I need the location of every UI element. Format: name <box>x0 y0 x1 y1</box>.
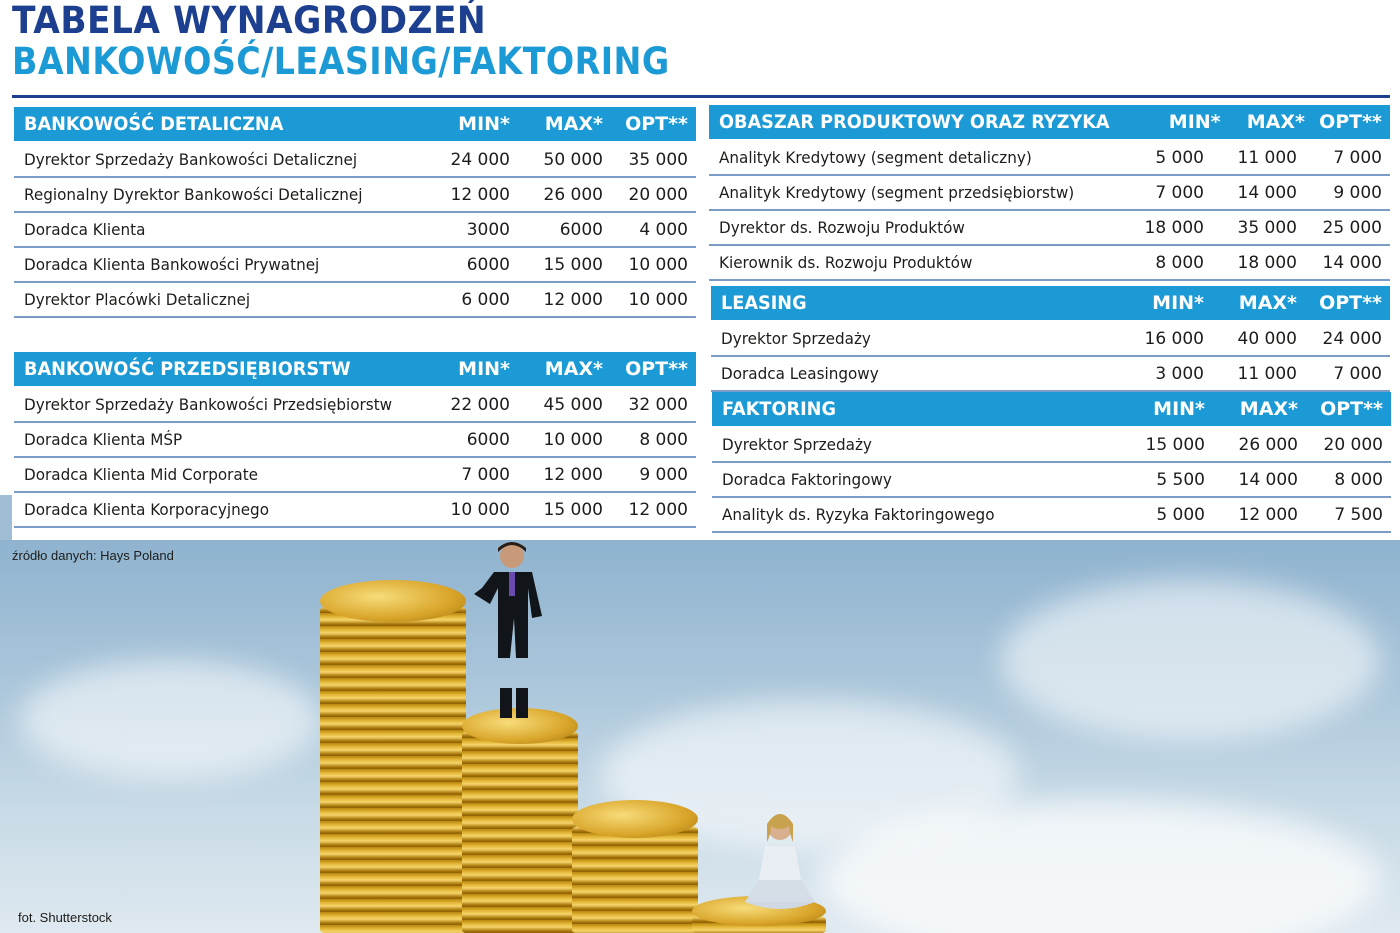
table-row <box>709 176 1390 211</box>
salary-min: 22 000 <box>450 394 510 415</box>
salary-max: 40 000 <box>1237 328 1297 349</box>
source-caption: źródło danych: Hays Poland <box>12 548 174 563</box>
salary-max: 6000 <box>559 219 603 240</box>
table-header <box>711 286 1390 322</box>
table-row <box>14 388 696 423</box>
salary-max: 15 000 <box>543 499 603 520</box>
section-title: FAKTORING <box>722 398 836 420</box>
salary-opt: 12 000 <box>628 499 688 520</box>
table-row <box>709 246 1390 281</box>
salary-max: 26 000 <box>1238 434 1298 455</box>
businessman-icon <box>470 540 570 730</box>
salary-opt: 10 000 <box>628 254 688 275</box>
position-name: Dyrektor Sprzedaży <box>721 329 871 348</box>
column-header-max: MAX* <box>1246 111 1305 133</box>
position-name: Doradca Faktoringowy <box>722 470 892 489</box>
salary-max: 35 000 <box>1237 217 1297 238</box>
column-header-opt: OPT** <box>1319 292 1382 314</box>
column-header-opt: OPT** <box>625 358 688 380</box>
position-name: Analityk Kredytowy (segment przedsiębiorstw) <box>719 183 1075 202</box>
salary-max: 12 000 <box>543 464 603 485</box>
salary-opt: 25 000 <box>1322 217 1382 238</box>
salary-opt: 7 000 <box>1333 363 1382 384</box>
section-title: BANKOWOŚĆ DETALICZNA <box>24 113 284 135</box>
table-row <box>14 493 696 528</box>
table-row <box>709 211 1390 246</box>
table-row <box>14 213 696 248</box>
salary-min: 5 000 <box>1155 147 1204 168</box>
salary-opt: 4 000 <box>639 219 688 240</box>
position-name: Doradca Klienta <box>24 220 146 239</box>
woman-sitting-icon <box>735 810 825 920</box>
salary-opt: 20 000 <box>1323 434 1383 455</box>
salary-opt: 35 000 <box>628 149 688 170</box>
column-header-min: MIN* <box>458 113 510 135</box>
salary-opt: 24 000 <box>1322 328 1382 349</box>
position-name: Regionalny Dyrektor Bankowości Detalicznej <box>24 185 363 204</box>
column-header-min: MIN* <box>1168 111 1221 133</box>
table-row <box>14 458 696 493</box>
salary-min: 3000 <box>466 219 510 240</box>
photo-edge <box>0 495 12 540</box>
table-row <box>709 141 1390 176</box>
salary-max: 14 000 <box>1238 469 1298 490</box>
column-header-min: MIN* <box>1152 292 1204 314</box>
position-name: Doradca Klienta Mid Corporate <box>24 465 259 484</box>
coin-stack-medium <box>462 725 578 933</box>
position-name: Dyrektor Sprzedaży Bankowości Detalicznej <box>24 150 358 169</box>
table-row <box>14 423 696 458</box>
position-name: Doradca Klienta MŚP <box>24 430 183 449</box>
photo-credit: fot. Shutterstock <box>18 910 112 925</box>
column-header-opt: OPT** <box>625 113 688 135</box>
salary-min: 8 000 <box>1155 252 1204 273</box>
position-name: Doradca Klienta Korporacyjnego <box>24 500 270 519</box>
column-header-opt: OPT** <box>1319 111 1382 133</box>
table-row <box>14 178 696 213</box>
coin-top-icon <box>320 580 466 622</box>
salary-max: 14 000 <box>1237 182 1297 203</box>
salary-max: 12 000 <box>543 289 603 310</box>
salary-max: 45 000 <box>543 394 603 415</box>
position-name: Dyrektor Placówki Detalicznej <box>24 290 251 309</box>
salary-opt: 20 000 <box>628 184 688 205</box>
salary-min: 24 000 <box>450 149 510 170</box>
column-header-max: MAX* <box>544 358 603 380</box>
salary-min: 6000 <box>466 254 510 275</box>
salary-min: 6 000 <box>461 289 510 310</box>
table-row <box>14 248 696 283</box>
table-row <box>14 283 696 318</box>
column-header-max: MAX* <box>1239 398 1298 420</box>
salary-min: 18 000 <box>1144 217 1204 238</box>
table-bankowosc-detaliczna <box>14 107 696 318</box>
table-bankowosc-przedsiebiorstw <box>14 352 696 528</box>
page-title <box>12 0 743 83</box>
table-row <box>712 428 1391 463</box>
position-name: Analityk Kredytowy (segment detaliczny) <box>719 148 1032 167</box>
title-line-1: TABELA WYNAGRODZEŃ <box>12 0 487 42</box>
salary-max: 11 000 <box>1237 147 1297 168</box>
table-leasing <box>711 286 1390 392</box>
position-name: Dyrektor ds. Rozwoju Produktów <box>719 218 965 237</box>
table-header <box>709 105 1390 141</box>
section-title: LEASING <box>721 292 807 314</box>
column-header-max: MAX* <box>1238 292 1297 314</box>
table-faktoring <box>712 392 1391 533</box>
salary-max: 10 000 <box>543 429 603 450</box>
salary-max: 12 000 <box>1238 504 1298 525</box>
salary-min: 6000 <box>466 429 510 450</box>
salary-max: 50 000 <box>543 149 603 170</box>
salary-max: 18 000 <box>1237 252 1297 273</box>
salary-min: 15 000 <box>1145 434 1205 455</box>
position-name: Kierownik ds. Rozwoju Produktów <box>719 253 973 272</box>
salary-opt: 32 000 <box>628 394 688 415</box>
position-name: Doradca Klienta Bankowości Prywatnej <box>24 255 320 274</box>
table-row <box>712 498 1391 533</box>
column-header-opt: OPT** <box>1320 398 1383 420</box>
salary-min: 3 000 <box>1155 363 1204 384</box>
salary-max: 26 000 <box>543 184 603 205</box>
salary-opt: 9 000 <box>1333 182 1382 203</box>
section-title: OBASZAR PRODUKTOWY ORAZ RYZYKA <box>719 111 1110 133</box>
salary-opt: 9 000 <box>639 464 688 485</box>
table-row <box>711 322 1390 357</box>
table-obszar-produktowy-ryzyka <box>709 105 1390 281</box>
salary-opt: 7 500 <box>1334 504 1383 525</box>
title-divider <box>12 95 1390 98</box>
salary-min: 10 000 <box>450 499 510 520</box>
column-header-min: MIN* <box>1153 398 1205 420</box>
salary-max: 15 000 <box>543 254 603 275</box>
column-header-min: MIN* <box>458 358 510 380</box>
salary-min: 12 000 <box>450 184 510 205</box>
table-header <box>712 392 1391 428</box>
table-row <box>14 143 696 178</box>
salary-min: 7 000 <box>1155 182 1204 203</box>
salary-opt: 14 000 <box>1322 252 1382 273</box>
title-line-2: BANKOWOŚĆ/LEASING/FAKTORING <box>12 40 670 83</box>
column-header-max: MAX* <box>544 113 603 135</box>
salary-opt: 8 000 <box>1334 469 1383 490</box>
salary-min: 16 000 <box>1144 328 1204 349</box>
salary-opt: 7 000 <box>1333 147 1382 168</box>
position-name: Dyrektor Sprzedaży Bankowości Przedsiębiorstw <box>24 395 393 414</box>
salary-opt: 10 000 <box>628 289 688 310</box>
section-title: BANKOWOŚĆ PRZEDSIĘBIORSTW <box>24 358 351 380</box>
coins-photo <box>0 540 1400 933</box>
salary-max: 11 000 <box>1237 363 1297 384</box>
position-name: Analityk ds. Ryzyka Faktoringowego <box>722 505 995 524</box>
position-name: Dyrektor Sprzedaży <box>722 435 872 454</box>
salary-min: 5 500 <box>1156 469 1205 490</box>
salary-min: 7 000 <box>461 464 510 485</box>
table-row <box>712 463 1391 498</box>
coin-stack-tall <box>320 600 466 933</box>
salary-min: 5 000 <box>1156 504 1205 525</box>
position-name: Doradca Leasingowy <box>721 364 879 383</box>
salary-opt: 8 000 <box>639 429 688 450</box>
table-header <box>14 107 696 143</box>
table-header <box>14 352 696 388</box>
table-row <box>711 357 1390 392</box>
